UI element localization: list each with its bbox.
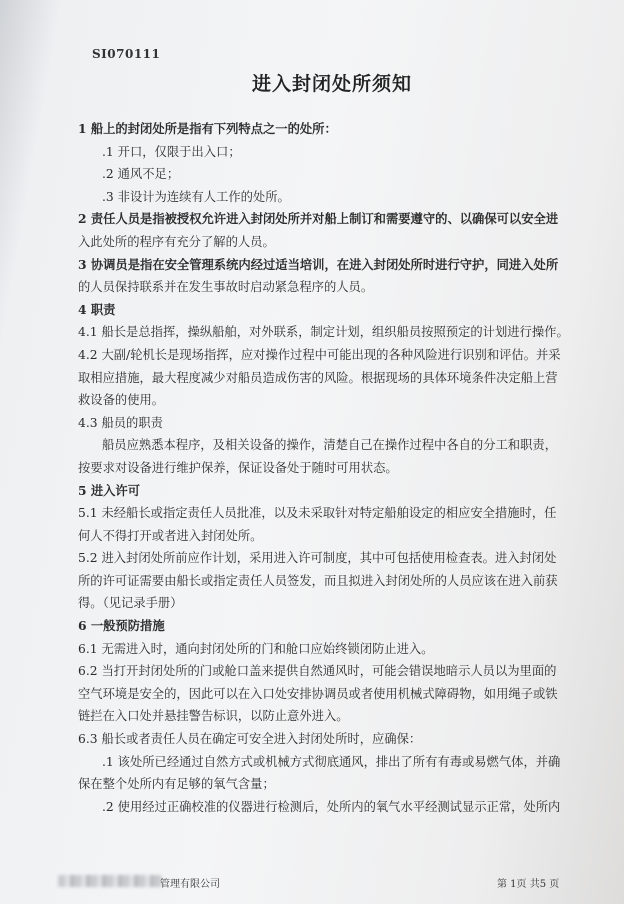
document-line: 6 一般预防措施 (78, 618, 165, 634)
document-line: .3 非设计为连续有人工作的处所。 (102, 189, 290, 204)
footer-page-number: 第 1页 共5 页 (497, 879, 560, 890)
document-line: .1 开口，仅限于出入口； (102, 144, 241, 159)
document-line: 船员应熟悉本程序，及相关设备的操作，清楚自己在操作过程中各自的分工和职责， (102, 438, 557, 453)
document-line: .2 通风不足； (102, 167, 180, 182)
document-line: 5 进入许可 (78, 482, 141, 498)
document-line: 所的许可证需要由船长或指定责任人员签发，而且拟进入封闭处所的人员应该在进入前获 (78, 573, 558, 588)
document-line: 空气环境是安全的，因此可以在入口处安排协调员或者使用机械式障碍物，如用绳子或铁 (78, 686, 558, 701)
document-line: 4 职责 (78, 301, 116, 317)
document-line: 链拦在入口处并悬挂警告标识，以防止意外进入。 (78, 709, 349, 724)
document-line: 的人员保持联系并在发生事故时启动紧急程序的人员。 (78, 280, 374, 295)
document-line: .1 该处所已经通过自然方式或机械方式彻底通风，排出了所有有毒或易燃气体，并确 (102, 754, 561, 769)
document-line: 5.1 未经船长或指定责任人员批准，以及未采取针对特定船舶设定的相应安全措施时，任 (78, 506, 557, 521)
redacted-company-name (58, 875, 162, 887)
document-line: 取相应措施，最大程度减少对船员造成伤害的风险。根据现场的具体环境条件决定船上营 (78, 370, 558, 385)
document-line: 救设备的使用。 (78, 393, 165, 408)
document-line: 1 船上的封闭处所是指有下列特点之一的处所： (78, 121, 337, 136)
document-line: 保在整个处所内有足够的氧气含量； (78, 777, 275, 792)
document-line: 得。（见记录手册） (78, 596, 183, 611)
document-line: 按要求对设备进行维护保养，保证设备处于随时可用状态。 (78, 460, 398, 475)
document-line: 6.3 船长或者责任人员在确定可安全进入封闭处所时，应确保： (78, 732, 422, 747)
document-line: 4.3 船员的职责 (78, 415, 163, 430)
document-line: .2 使用经过正确校准的仪器进行检测后，处所内的氧气水平经测试显示正常，处所内 (102, 799, 561, 814)
document-line: 5.2 进入封闭处所前应作计划，采用进入许可制度，其中可包括使用检查表。进入封闭处 (78, 551, 557, 566)
document-line: 6.2 当打开封闭处所的门或舱口盖来提供自然通风时，可能会错误地暗示人员以为里面的 (78, 664, 557, 679)
document-title: 进入封闭处所须知 (251, 73, 412, 95)
document-body (78, 118, 596, 818)
page-footer (0, 873, 624, 893)
footer-company: 管理有限公司 (160, 879, 220, 890)
document-line: 何人不得打开或者进入封闭处所。 (78, 528, 263, 543)
document-code: SI070111 (92, 47, 161, 61)
document-line: 2 责任人员是指被授权允许进入封闭处所并对船上制订和需要遵守的、以确保可以安全进 (78, 211, 559, 227)
document-line: 4.2 大副/轮机长是现场指挥，应对操作过程中可能出现的各种风险进行识别和评估。并采 (78, 347, 561, 362)
document-line: 入此处所的程序有充分了解的人员。 (78, 234, 275, 249)
document-line: 3 协调员是指在安全管理系统内经过适当培训，在进入封闭处所时进行守护，同进入处所 (78, 256, 559, 272)
document-line: 6.1 无需进入时，通向封闭处所的门和舱口应始终锁闭防止进入。 (78, 641, 434, 656)
document-line: 4.1 船长是总指挥，操纵船舶，对外联系，制定计划，组织船员按照预定的计划进行操作。 (78, 325, 569, 340)
